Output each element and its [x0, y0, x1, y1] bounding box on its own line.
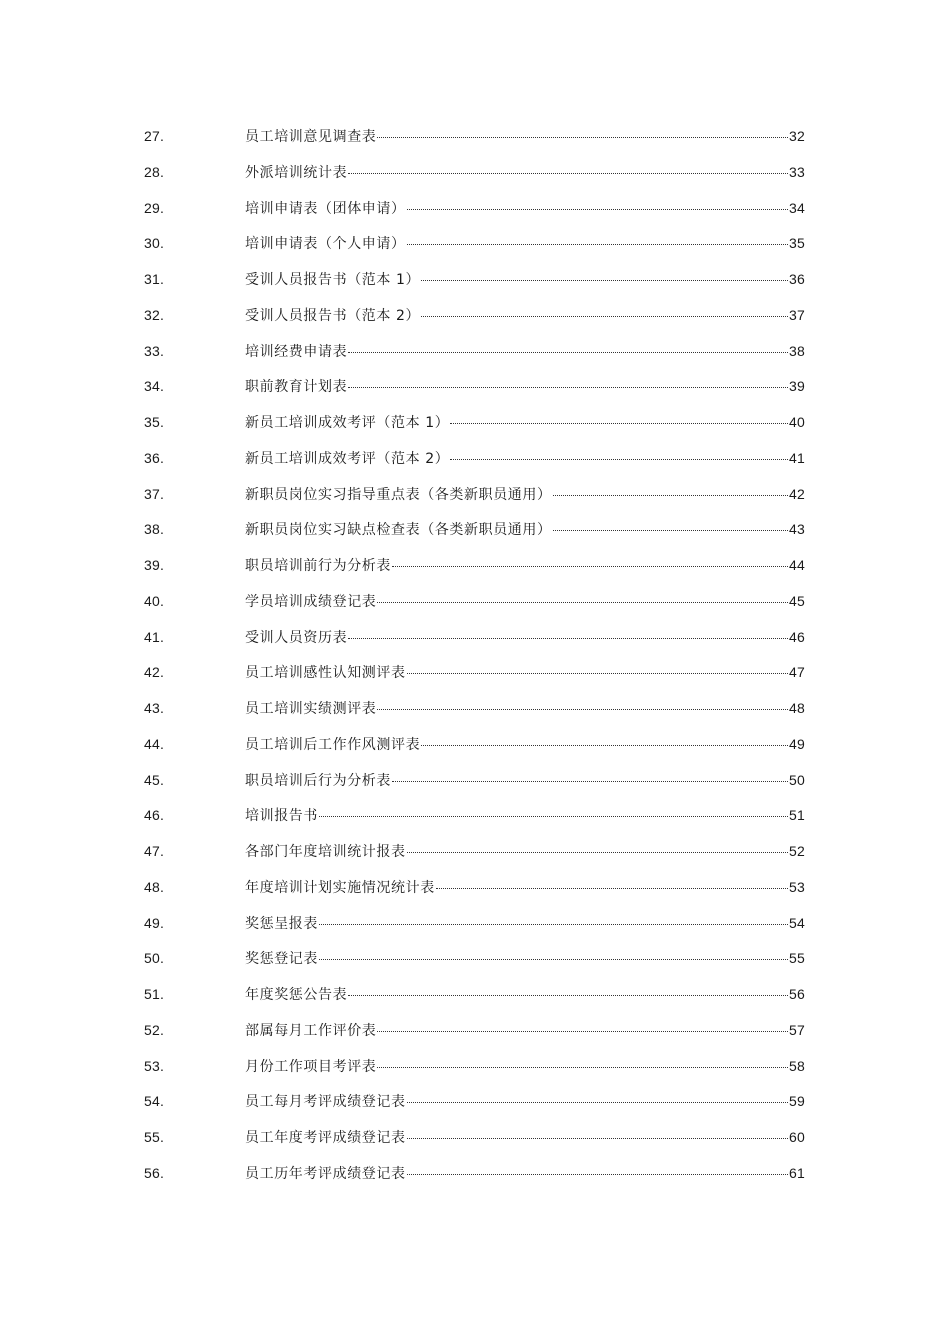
toc-entry-title[interactable]: 员工培训后工作作风测评表 [245, 736, 421, 753]
toc-entry-page[interactable]: 33 [789, 163, 805, 180]
toc-entry-title[interactable]: 年度培训计划实施情况统计表 [245, 879, 435, 896]
toc-entry-number: 37. [144, 485, 165, 502]
toc-entry-title[interactable]: 培训经费申请表 [245, 343, 348, 360]
toc-entry-55[interactable] [0, 1119, 950, 1155]
dot-leader [421, 745, 788, 746]
dot-leader [377, 1067, 788, 1068]
dot-leader [377, 602, 788, 603]
dot-leader [436, 888, 788, 889]
toc-entry-page[interactable]: 58 [789, 1057, 805, 1074]
dot-leader [348, 387, 788, 388]
toc-entry-50[interactable] [0, 940, 950, 976]
toc-entry-number: 40. [144, 592, 165, 609]
dot-leader [407, 209, 788, 210]
toc-entry-33[interactable] [0, 333, 950, 369]
dot-leader [348, 173, 788, 174]
toc-entry-page[interactable]: 50 [789, 771, 805, 788]
toc-entry-title[interactable]: 新员工培训成效考评（范本 1） [245, 415, 450, 431]
toc-entry-line [245, 663, 805, 681]
toc-entry-title[interactable]: 员工每月考评成绩登记表 [245, 1094, 406, 1111]
toc-entry-number: 33. [144, 342, 165, 359]
dot-leader [407, 244, 788, 245]
toc-entry-number: 51. [144, 986, 165, 1002]
toc-entry-number: 50. [144, 950, 165, 967]
toc-entry-page[interactable]: 48 [789, 700, 805, 716]
toc-entry-line [245, 377, 805, 395]
toc-entry-title[interactable]: 职员培训前行为分析表 [245, 558, 391, 574]
toc-entry-page[interactable]: 49 [789, 735, 805, 752]
toc-entry-line [245, 699, 805, 717]
toc-entry-40[interactable] [0, 583, 950, 619]
toc-entry-title[interactable]: 外派培训统计表 [245, 164, 348, 181]
toc-entry-number: 49. [144, 914, 165, 931]
toc-entry-line [245, 842, 805, 860]
dot-leader [319, 924, 788, 925]
toc-entry-line [245, 127, 805, 145]
toc-entry-page[interactable]: 39 [789, 378, 805, 395]
dot-leader [553, 530, 788, 531]
toc-entry-page[interactable]: 40 [789, 414, 805, 430]
dot-leader [407, 673, 788, 674]
toc-entry-title[interactable]: 员工培训意见调查表 [245, 129, 377, 145]
toc-entry-line [245, 592, 805, 610]
dot-leader [392, 566, 788, 567]
toc-entry-number: 54. [144, 1093, 165, 1110]
toc-entry-47[interactable] [0, 833, 950, 869]
toc-entry-number: 31. [144, 271, 165, 287]
toc-entry-line [245, 163, 805, 181]
toc-entry-line [245, 234, 805, 252]
toc-entry-number: 53. [144, 1057, 165, 1074]
toc-entry-number: 34. [144, 378, 165, 395]
toc-entry-title[interactable]: 受训人员资历表 [245, 629, 348, 646]
dot-leader [377, 1031, 788, 1032]
dot-leader [392, 781, 788, 782]
toc-entry-line [245, 520, 805, 538]
toc-entry-29[interactable] [0, 190, 950, 226]
toc-entry-39[interactable] [0, 547, 950, 583]
toc-entry-line [245, 949, 805, 967]
toc-entry-page[interactable]: 41 [789, 449, 805, 466]
toc-entry-41[interactable] [0, 619, 950, 655]
toc-entry-line [245, 806, 805, 824]
toc-entry-title[interactable]: 培训报告书 [245, 808, 318, 825]
dot-leader [450, 459, 788, 460]
toc-entry-title[interactable]: 培训申请表（团体申请） [245, 200, 406, 217]
dot-leader [407, 1102, 788, 1103]
dot-leader [421, 280, 788, 281]
toc-entry-number: 28. [144, 163, 165, 180]
toc-entry-line [245, 449, 805, 467]
toc-entry-32[interactable] [0, 297, 950, 333]
toc-entry-page[interactable]: 61 [789, 1164, 805, 1181]
toc-entry-28[interactable] [0, 154, 950, 190]
toc-entry-page[interactable]: 57 [789, 1021, 805, 1038]
toc-entry-43[interactable] [0, 690, 950, 726]
toc-entry-line [245, 556, 805, 574]
toc-entry-line [245, 771, 805, 789]
toc-entry-page[interactable]: 42 [789, 485, 805, 502]
toc-entry-title[interactable]: 员工培训感性认知测评表 [245, 665, 406, 682]
toc-entry-38[interactable] [0, 511, 950, 547]
toc-entry-title[interactable]: 职员培训后行为分析表 [245, 772, 391, 789]
toc-entry-line [245, 306, 805, 324]
toc-entry-line [245, 1128, 805, 1146]
toc-entry-title[interactable]: 新职员岗位实习缺点检查表（各类新职员通用） [245, 522, 552, 539]
toc-entry-number: 42. [144, 664, 165, 681]
dot-leader [348, 995, 788, 996]
toc-entry-line [245, 1092, 805, 1110]
dot-leader [319, 816, 788, 817]
toc-entry-line [245, 1021, 805, 1039]
toc-entry-number: 27. [144, 128, 165, 144]
dot-leader [348, 352, 788, 353]
toc-entry-42[interactable] [0, 654, 950, 690]
toc-entry-number: 52. [144, 1021, 165, 1038]
toc-entry-page[interactable]: 37 [789, 306, 805, 323]
toc-entry-page[interactable]: 59 [789, 1093, 805, 1110]
toc-entry-number: 35. [144, 414, 165, 430]
toc-entry-title[interactable]: 部属每月工作评价表 [245, 1022, 377, 1039]
toc-entry-51[interactable] [0, 976, 950, 1012]
toc-entry-page[interactable]: 32 [789, 128, 805, 144]
dot-leader [407, 852, 788, 853]
toc-entry-number: 43. [144, 700, 165, 716]
dot-leader [407, 1174, 788, 1175]
toc-entry-53[interactable] [0, 1048, 950, 1084]
toc-entry-page[interactable]: 54 [789, 914, 805, 931]
toc-entry-page[interactable]: 53 [789, 878, 805, 895]
toc-entry-line [245, 342, 805, 360]
toc-entry-54[interactable] [0, 1083, 950, 1119]
dot-leader [407, 1138, 788, 1139]
toc-entry-44[interactable] [0, 726, 950, 762]
toc-entry-line [245, 1164, 805, 1182]
toc-entry-title[interactable]: 月份工作项目考评表 [245, 1058, 377, 1075]
toc-entry-page[interactable]: 56 [789, 986, 805, 1002]
toc-entry-line [245, 1057, 805, 1075]
toc-entry-52[interactable] [0, 1012, 950, 1048]
toc-entry-27[interactable] [0, 118, 950, 154]
toc-entry-line [245, 914, 805, 932]
toc-entry-line [245, 199, 805, 217]
toc-entry-34[interactable] [0, 368, 950, 404]
toc-entry-title[interactable]: 员工年度考评成绩登记表 [245, 1130, 406, 1146]
toc-entry-number: 41. [144, 628, 165, 645]
toc-entry-page[interactable]: 52 [789, 843, 805, 859]
toc-entry-title[interactable]: 受训人员报告书（范本 2） [245, 307, 421, 324]
toc-entry-line [245, 413, 805, 431]
toc-entry-title[interactable]: 年度奖惩公告表 [245, 987, 348, 1003]
toc-entry-page[interactable]: 51 [789, 807, 805, 824]
toc-entry-number: 47. [144, 843, 165, 859]
toc-entry-title[interactable]: 培训申请表（个人申请） [245, 236, 406, 253]
toc-entry-title[interactable]: 新职员岗位实习指导重点表（各类新职员通用） [245, 486, 552, 503]
dot-leader [319, 959, 788, 960]
toc-entry-46[interactable] [0, 797, 950, 833]
toc-entry-line [245, 485, 805, 503]
toc-entry-page[interactable]: 45 [789, 592, 805, 609]
dot-leader [553, 495, 788, 496]
toc-entry-35[interactable] [0, 404, 950, 440]
toc-entry-page[interactable]: 34 [789, 199, 805, 216]
toc-entry-title[interactable]: 学员培训成绩登记表 [245, 593, 377, 610]
toc-entry-49[interactable] [0, 905, 950, 941]
toc-entry-page[interactable]: 44 [789, 557, 805, 573]
toc-entry-line [245, 878, 805, 896]
toc-entry-number: 55. [144, 1129, 165, 1145]
toc-entry-number: 44. [144, 735, 165, 752]
toc-entry-page[interactable]: 38 [789, 342, 805, 359]
toc-entry-45[interactable] [0, 762, 950, 798]
table-of-contents [0, 118, 950, 1191]
toc-entry-page[interactable]: 43 [789, 521, 805, 538]
toc-entry-31[interactable] [0, 261, 950, 297]
toc-entry-title[interactable]: 各部门年度培训统计报表 [245, 844, 406, 860]
toc-entry-number: 29. [144, 199, 165, 216]
toc-entry-title[interactable]: 新员工培训成效考评（范本 2） [245, 450, 450, 467]
toc-entry-number: 30. [144, 235, 165, 252]
toc-entry-page[interactable]: 60 [789, 1129, 805, 1145]
toc-entry-36[interactable] [0, 440, 950, 476]
toc-entry-title[interactable]: 受训人员报告书（范本 1） [245, 272, 421, 288]
toc-entry-48[interactable] [0, 869, 950, 905]
toc-entry-title[interactable]: 员工培训实绩测评表 [245, 701, 377, 717]
toc-entry-number: 36. [144, 449, 165, 466]
toc-entry-number: 48. [144, 878, 165, 895]
toc-entry-line [245, 270, 805, 288]
dot-leader [450, 423, 788, 424]
toc-entry-page[interactable]: 36 [789, 271, 805, 287]
toc-entry-page[interactable]: 55 [789, 950, 805, 967]
toc-entry-number: 45. [144, 771, 165, 788]
toc-entry-30[interactable] [0, 225, 950, 261]
toc-entry-line [245, 735, 805, 753]
toc-entry-number: 38. [144, 521, 165, 538]
toc-entry-title[interactable]: 奖惩呈报表 [245, 915, 318, 932]
dot-leader [377, 137, 788, 138]
toc-entry-number: 46. [144, 807, 165, 824]
toc-entry-number: 32. [144, 306, 165, 323]
dot-leader [421, 316, 788, 317]
toc-entry-line [245, 628, 805, 646]
toc-entry-title[interactable]: 员工历年考评成绩登记表 [245, 1165, 406, 1182]
toc-entry-56[interactable] [0, 1155, 950, 1191]
toc-entry-number: 56. [144, 1164, 165, 1181]
toc-entry-number: 39. [144, 557, 165, 573]
toc-entry-37[interactable] [0, 476, 950, 512]
toc-entry-page[interactable]: 46 [789, 628, 805, 645]
toc-entry-page[interactable]: 35 [789, 235, 805, 252]
toc-entry-title[interactable]: 奖惩登记表 [245, 951, 318, 968]
toc-entry-title[interactable]: 职前教育计划表 [245, 379, 348, 396]
toc-entry-page[interactable]: 47 [789, 664, 805, 681]
dot-leader [377, 709, 788, 710]
dot-leader [348, 638, 788, 639]
toc-entry-line [245, 985, 805, 1003]
